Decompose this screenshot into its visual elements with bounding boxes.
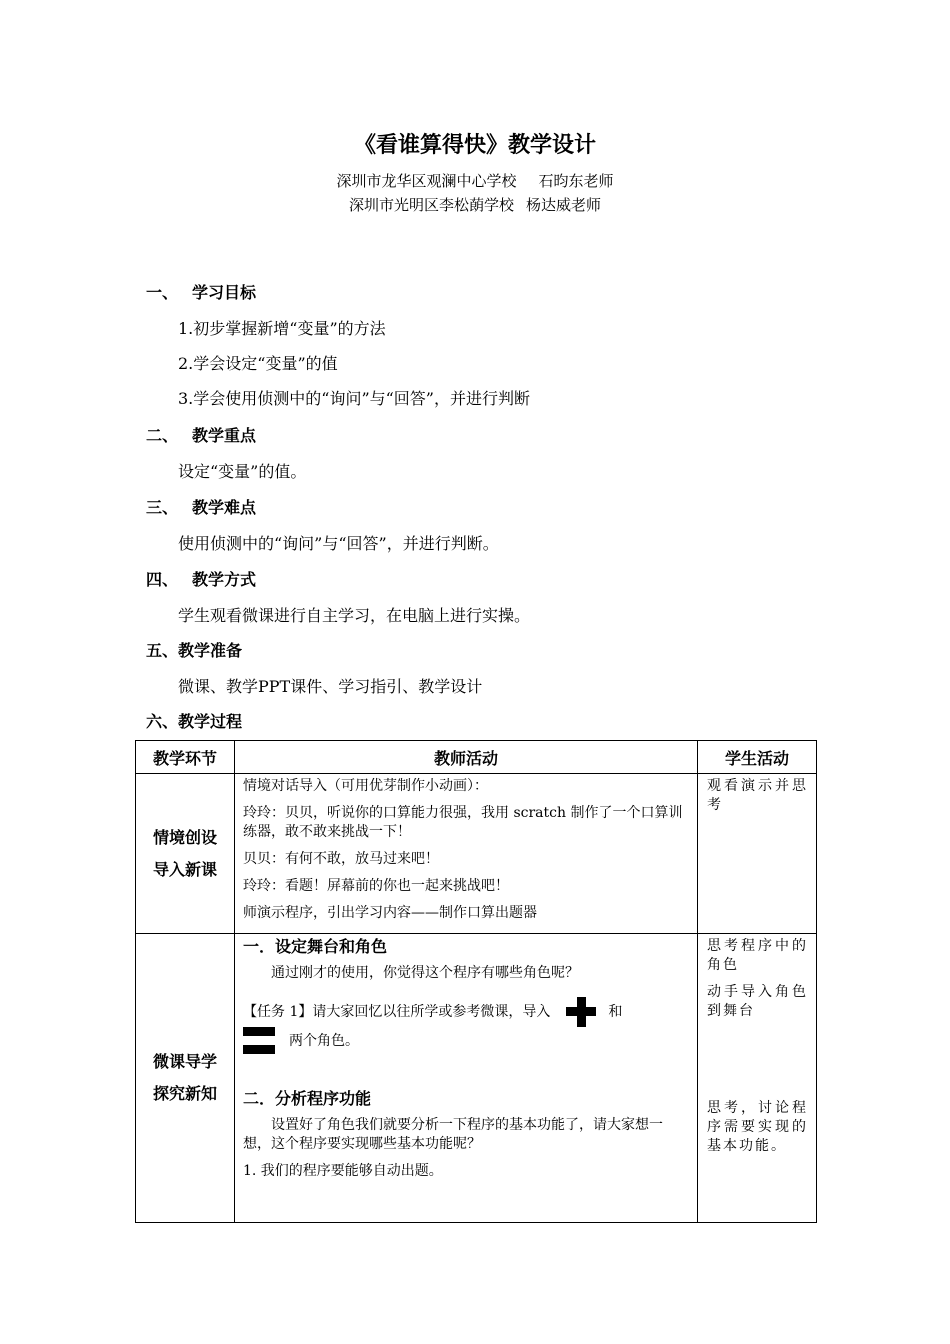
section-heading-difficulties	[146, 495, 256, 518]
section-heading-key-points	[146, 423, 256, 446]
student-line: 动手导入角色到舞台	[707, 984, 808, 1019]
section-number: 三、	[146, 498, 179, 517]
preparation-text: 微课、教学PPT课件、学习指引、教学设计	[178, 677, 483, 696]
author-teacher: 石昀东老师	[538, 172, 614, 190]
subsection-title: 二．分析程序功能	[243, 1089, 372, 1108]
section-title: 教学难点	[192, 498, 257, 517]
plus-sprite-icon	[566, 997, 596, 1027]
header-teacher-activity: 教师活动	[235, 741, 698, 774]
task-text: 两个角色。	[289, 1033, 359, 1049]
teacher-line: 贝贝：有何不敢，放马过来吧！	[243, 851, 439, 867]
section-number: 二、	[146, 426, 179, 445]
section-title: 学习目标	[192, 283, 257, 302]
student-line: 观看演示并思考	[707, 778, 808, 813]
teacher-line: 1. 我们的程序要能够自动出题。	[243, 1163, 443, 1179]
key-point-text: 设定“变量”的值。	[178, 462, 307, 481]
teacher-line: 通过刚才的使用，你觉得这个程序有哪些角色呢？	[271, 965, 579, 981]
task-text: 【任务 1】请大家回忆以往所学或参考微课，导入	[243, 1004, 551, 1020]
author-line-1	[0, 170, 950, 191]
section-number: 六、	[146, 712, 179, 731]
author-line-2	[0, 194, 950, 215]
task-text: 和	[608, 1004, 623, 1020]
teacher-activity-cell	[235, 934, 698, 1223]
student-activity-cell	[698, 774, 817, 934]
author-school: 深圳市龙华区观澜中心学校	[336, 172, 517, 190]
teacher-line: 设置好了角色我们就要分析一下程序的基本功能了，请大家想一想，这个程序要实现哪些基本功能呢？	[243, 1117, 663, 1152]
equals-sprite-icon	[243, 1027, 275, 1055]
teacher-activity-cell	[235, 774, 698, 934]
teacher-line: 情境对话导入（可用优芽制作小动画）：	[243, 778, 488, 794]
stage-cell	[136, 774, 235, 934]
student-line: 思考，讨论程序需要实现的基本功能。	[707, 1100, 808, 1154]
section-number: 四、	[146, 570, 179, 589]
teacher-line: 玲玲：看题！屏幕前的你也一起来挑战吧！	[243, 878, 509, 894]
stage-label-line: 导入新课	[152, 859, 217, 879]
stage-label-line: 情境创设	[152, 827, 217, 847]
stage-label-line: 微课导学	[152, 1052, 217, 1071]
section-number: 一、	[146, 283, 179, 302]
objective-item: 3.学会使用侦测中的“询问”与“回答”，并进行判断	[178, 389, 530, 408]
table-row	[136, 934, 817, 1223]
section-title: 教学准备	[178, 641, 243, 660]
teacher-line: 师演示程序，引出学习内容——制作口算出题器	[243, 905, 537, 921]
teaching-process-table	[135, 740, 817, 1223]
subsection-title: 一．设定舞台和角色	[243, 937, 388, 956]
student-line: 思考程序中的角色	[707, 938, 808, 973]
stage-label-line: 探究新知	[152, 1084, 217, 1103]
header-stage: 教学环节	[136, 741, 235, 774]
section-heading-objectives	[146, 280, 256, 303]
task-paragraph	[243, 997, 689, 1055]
method-text: 学生观看微课进行自主学习，在电脑上进行实操。	[178, 606, 531, 625]
section-title: 教学方式	[192, 570, 257, 589]
objective-item: 1.初步掌握新增“变量”的方法	[178, 319, 386, 338]
page-title: 《看谁算得快》教学设计	[353, 133, 596, 158]
section-title: 教学过程	[178, 712, 243, 731]
difficulty-text: 使用侦测中的“询问”与“回答”，并进行判断。	[178, 534, 499, 553]
author-teacher: 杨达威老师	[526, 196, 602, 214]
table-row	[136, 774, 817, 934]
stage-cell	[136, 934, 235, 1223]
author-school: 深圳市光明区李松蓢学校	[348, 196, 514, 214]
teacher-line: 玲玲：贝贝，听说你的口算能力很强，我用 scratch 制作了一个口算训练器，敢不敢来挑战一下！	[243, 805, 683, 840]
student-activity-cell	[698, 934, 817, 1223]
header-student-activity: 学生活动	[698, 741, 817, 774]
objective-item: 2.学会设定“变量”的值	[178, 354, 338, 373]
section-heading-method	[146, 567, 256, 590]
section-title: 教学重点	[192, 426, 257, 445]
section-heading-preparation	[146, 638, 242, 661]
table-header-row	[136, 741, 817, 774]
section-number: 五、	[146, 641, 179, 660]
section-heading-process	[146, 709, 242, 732]
